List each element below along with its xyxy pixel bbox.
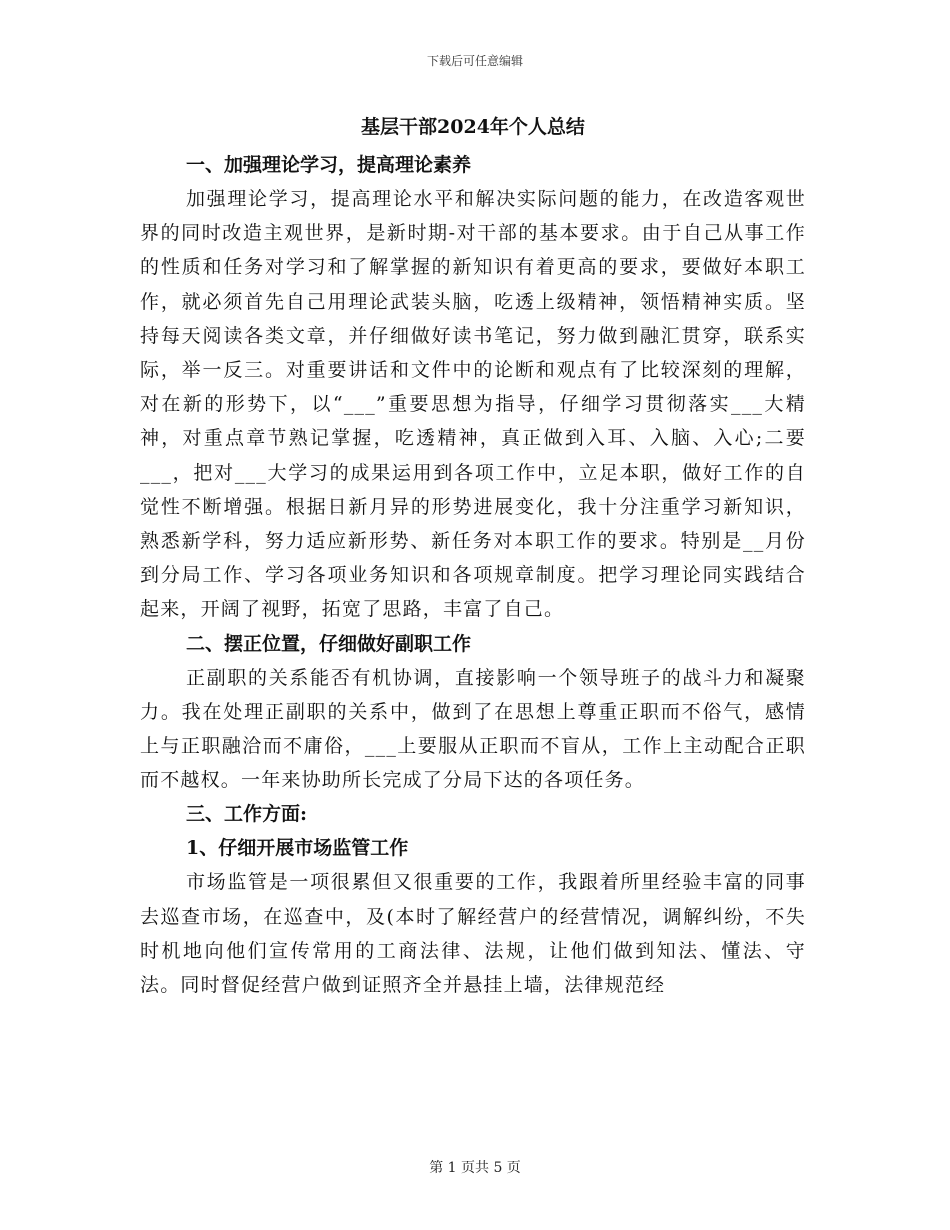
section-heading-1: 一、加强理论学习，提高理论素养	[186, 154, 472, 176]
document-body	[140, 112, 806, 1002]
section-paragraph-2: 正副职的关系能否有机协调，直接影响一个领导班子的战斗力和凝聚力。我在处理正副职的关系中，做到了在思想上尊重正职而不俗气，感情上与正职融洽而不庸俗，___上要服从正职而不盲从，工作上主动配合正职而不越权。一年来协助所长完成了分局下达的各项任务。	[140, 666, 806, 792]
subsection-heading-1: 1、仔细开展市场监管工作	[186, 837, 409, 860]
section-paragraph-1: 加强理论学习，提高理论水平和解决实际问题的能力，在改造客观世界的同时改造主观世界，是新时期-对干部的基本要求。由于自己从事工作的性质和任务对学习和了解掌握的新知识有着更高的要求，要做好本职工作，就必须首先自己用理论武装头脑，吃透上级精神，领悟精神实质。坚持每天阅读各类文章，并仔细做好读书笔记，努力做到融汇贯穿，联系实际，举一反三。对重要讲话和文件中的论断和观点有了比较深刻的理解，对在新的形势下，以“___”重要思想为指导，仔细学习贯彻落实___大精神，对重点章节熟记掌握，吃透精神，真正做到入耳、入脑、入心;二要___，把对___大学习的成果运用到各项工作中，立足本职，做好工作的自觉性不断增强。根据日新月异的形势进展变化，我十分注重学习新知识，熟悉新学科，努力适应新形势、新任务对本职工作的要求。特别是__月份到分局工作、学习各项业务知识和各项规章制度。把学习理论同实践结合起来，开阔了视野，拓宽了思路，丰富了自己。	[140, 188, 806, 621]
section-heading-3: 三、工作方面:	[186, 803, 308, 826]
page-header-note: 下载后可任意编辑	[426, 54, 523, 68]
page-number-footer: 第 1 页共 5 页	[429, 1160, 521, 1176]
document-title: 基层干部2024年个人总结	[361, 116, 585, 138]
subsection-paragraph-1: 市场监管是一项很累但又很重要的工作，我跟着所里经验丰富的同事去巡查市场，在巡查中，及(本时了解经营户的经营情况，调解纠纷，不失时机地向他们宣传常用的工商法律、法规，让他们做到知法、懂法、守法。同时督促经营户做到证照齐全并悬挂上墙，法律规范经	[140, 871, 806, 997]
section-heading-2: 二、摆正位置，仔细做好副职工作	[186, 632, 472, 655]
